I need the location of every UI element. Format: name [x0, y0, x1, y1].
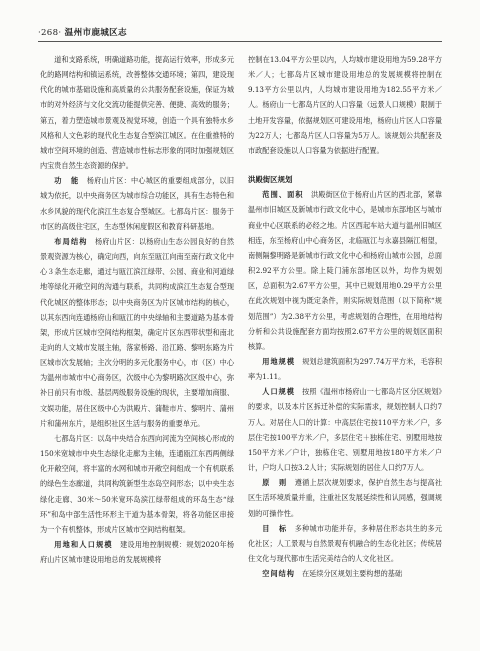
paragraph-text: 在延续分区规划主要构想的基础	[302, 569, 403, 579]
left-column	[40, 52, 234, 567]
paragraph	[248, 475, 442, 520]
paragraph-text: 七都岛片区：以岛中央结合东西向河流为空间核心形成的150米宽城市中央生态绿化走廊为主轴，连通瓯江东西两侧绿化开敞空间，将丰富的水网和城市开敞空间组成一个有机联系的绿色生态廊道，共同构筑新型生态岛空间形态；以中央生态绿化走廊、30米～50米宽环岛滨江绿带组成的环岛生态“绿环”和岛中部生活性环形主干道为基本骨架，将各功能区串接为一个有机整体，形成片区城市空间结构框架。	[40, 433, 234, 534]
paragraph	[248, 354, 442, 384]
paragraph	[248, 384, 442, 475]
header-rule	[38, 41, 442, 42]
paragraph-keyword: 用地和人口规模	[54, 540, 113, 549]
paragraph-text: 遵循上层次规划要求，保护自然生态与提高社区生活环境质量并重，注重社区发展延续性和认同感，强调规划的可操作性。	[248, 478, 442, 518]
paragraph-keyword: 布局结构	[54, 236, 88, 246]
paragraph-keyword: 人口规模	[262, 387, 295, 397]
section-title: 洪殿街区规划	[248, 175, 293, 185]
paragraph	[248, 566, 442, 581]
paragraph	[248, 521, 442, 566]
page-number: ·268·	[38, 28, 62, 38]
paragraph	[248, 52, 442, 158]
paragraph-text: 建设用地控制规模：规划2020年杨府山片区城市建设用地总的发展规模将	[40, 540, 234, 565]
paragraph	[40, 173, 234, 234]
paragraph-keyword: 用地规模	[262, 356, 295, 366]
paragraph-text: 规划总建筑面积为297.74万平方米，毛容积率为1.11。	[248, 356, 442, 382]
right-column	[248, 52, 442, 581]
paragraph-text: 洪殿街区位于杨府山片区的西北部，紧靠温州市旧城区及新城市行政文化中心，是城市东部地区与城市商业中心区联系的必经之地。片区西起车站大道与温州旧城区相连，东至杨府山中心商务区，北临瓯江与永嘉县隔江相望，南侧隔黎明路是新城市行政文化中心和杨府山城市公园，总面积2.92平方公里。除上陡门浦东部地区以外，均作为规划区，总面积为2.67平方公里，其中已规划用地0.29平方公里在此次规划中视为既定条件，则实际规划范围（以下简称“规划范围”）为2.38平方公里，考虑规划的合理性，在用地结构分析和公共设施配套方面均按照2.67平方公里的规划区面积核算。	[248, 190, 442, 351]
paragraph-text: 多种城市功能并存，多种居住形态共生的多元化社区；人工景观与自然景观有机融合的生态化社区；传统居住文化与现代都市生活完美结合的人文化社区。	[248, 523, 442, 563]
paragraph-keyword: 目 标	[262, 523, 288, 533]
paragraph	[248, 187, 442, 354]
paragraph-keyword: 空间结构	[262, 569, 295, 579]
paragraph	[40, 234, 234, 431]
paragraph-text: 控制在13.04平方公里以内，人均城市建设用地为59.28平方米／人；七都岛片区城市建设用地总的发展规模将控制在9.13平方公里以内，人均城市建设用地为182.55平方米／人。杨府山一七都岛片区的人口容量（远景人口规模）限制于土地开发容量，依据规划区可建设用地，杨府山片区人口容量为22万人；七都岛片区人口容量为5万人。该规划公共配套及市政配套设施以人口容量为依据进行配置。	[248, 55, 442, 155]
paragraph-text: 杨府山片区：以杨府山生态公园良好的自然景观资源为核心，确定向西，向东至瓯江向南至南行政文化中心３条生态走廊，通过与瓯江滨江绿带、公园、商业和河道绿地等绿化开敞空间的沟通与联系，共同构成滨江生态复合型现代化城区的整体形态；以中央商务区为片区城市结构的核心，以其东西向连通杨府山和瓯江的中央绿轴和主要道路为基本骨架，形成片区城市空间结构框架，确定片区东西带状型和南北走向的人文城市发展主轴，落家桥路、沿江路、黎明东路为片区城市次发展轴；主次分明的多元化服务中心，市（区）中心为温州市城市中心商务区，次级中心为黎明路次区级中心，弥补日前只有市级、基层两级服务设施的现状，主要增加商服、文娱功能，居住区级中心为洪殿片、蒲鞋市片、黎明片、蒲州片和蒲州东片，是组织社区生活与服务的重要单元。	[40, 236, 234, 428]
paragraph-keyword: 功 能	[54, 176, 80, 186]
paragraph-text: 道和支路系统，明确道路功能，提高运行效率，形成多元化的路网结构和镇运系统，改善整体交通环境；第四，建设现代化的城市基础设施和高质量的公共服务配套设施，保证为城市的对外经济与文化交流功能提供完善、便捷、高效的服务；第五，着力塑造城市景观及视觉环境，创造一个具有独特水乡风格和人文色彩的现代化生态复合型滨江城区。在住重推特的城市空间环境的创造、营造城市性标志形象的同时加强规划区内宝贵自然生态资源的保护。	[40, 55, 234, 171]
book-title: 温州市鹿城区志	[64, 28, 127, 38]
paragraph-keyword: 范围、面积	[262, 190, 304, 200]
paragraph	[40, 431, 234, 537]
paragraph	[40, 52, 234, 173]
running-head	[38, 26, 127, 38]
paragraph-keyword: 原 则	[262, 478, 288, 488]
paragraph-text: 杨府山片区：中心城区的重要组成部分，以旧城为依托，以中央商务区为城市综合功能区，具有生态特色和水乡风貌的现代化滨江生态复合型城区。七都岛片区：服务于市区的高级住宅区，生态型休闲度假区和教育科研基地。	[40, 176, 234, 231]
paragraph	[40, 537, 234, 567]
paragraph-text: 按照《温州市杨府山一七都岛片区分区规划》的要求，以及本片区拆迁补偿的实际需求，规划控制人口约7万人。对居住人口的计算：中高层住宅按110平方米／户，多层住宅按100平方米／户，多层住宅＋独栋住宅、别墅用地按150平方米／户计，独栋住宅、别墅用地按180平方米／户计，户均人口按3.2人计；实际规划的居住人口约7万人。	[248, 387, 442, 473]
